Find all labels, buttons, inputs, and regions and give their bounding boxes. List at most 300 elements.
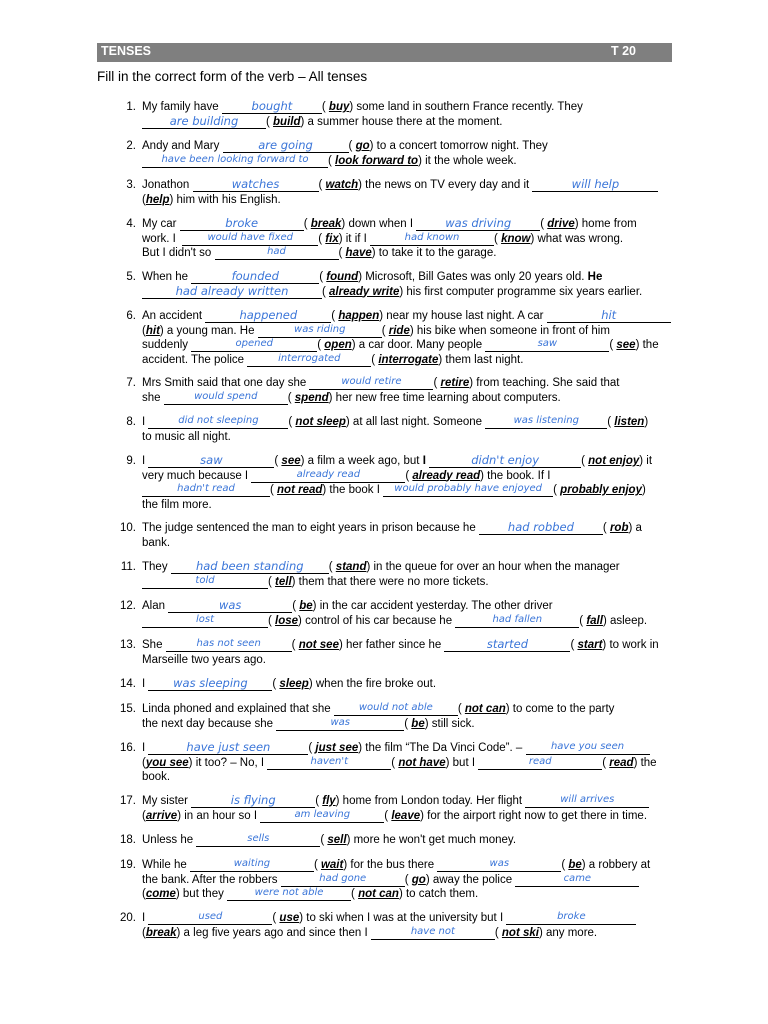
handwritten-answer: hit xyxy=(601,308,617,322)
answer-blank[interactable] xyxy=(260,809,384,823)
handwritten-answer: haven't xyxy=(310,755,349,767)
question-number: 16. xyxy=(120,742,136,754)
answer-blank[interactable] xyxy=(485,338,609,352)
question-text: ( xyxy=(268,614,272,627)
verb-prompt: break xyxy=(145,926,177,939)
question-text: ) it too? – No, I xyxy=(188,756,265,769)
question-number: 17. xyxy=(120,795,136,807)
question-text: ) any more. xyxy=(538,926,598,939)
answer-blank[interactable] xyxy=(247,353,371,367)
question-text: ( xyxy=(308,742,313,754)
verb-prompt: look forward to xyxy=(335,154,419,167)
question-text: ) to take it to the garage. xyxy=(371,247,497,259)
question-text: ( xyxy=(142,756,146,769)
question-text: ) to come to the party xyxy=(505,703,615,715)
question-text: ) Microsoft, Bill Gates was only 20 years old. xyxy=(358,271,585,283)
question-text: Andy and Mary xyxy=(142,140,220,152)
question-text: ) for the airport right now to get there in time. xyxy=(420,809,648,822)
question-text: ( xyxy=(405,469,410,482)
question-text: ( xyxy=(303,218,308,230)
question-text: ( xyxy=(272,678,277,690)
answer-blank[interactable] xyxy=(142,285,322,299)
question-text: My sister xyxy=(142,795,188,807)
question-text: ( xyxy=(266,115,270,128)
question-text: I xyxy=(142,678,146,690)
verb-prompt: interrogate xyxy=(378,353,439,366)
question-text: ) his bike when someone in front of him xyxy=(409,324,610,337)
question-text: ) asleep. xyxy=(602,614,648,627)
verb-prompt: just see xyxy=(315,742,359,754)
question-text: ) her new free time learning about computers. xyxy=(328,391,561,404)
question-text: ) at all last night. Someone xyxy=(345,416,483,428)
question-number: 14. xyxy=(120,678,136,690)
question-number: 6. xyxy=(126,310,136,322)
question-text: ( xyxy=(602,522,607,534)
question-text: ) his first computer programme six years earlier. xyxy=(399,285,643,298)
answer-blank[interactable] xyxy=(205,309,331,323)
handwritten-answer: was xyxy=(330,716,351,728)
question-text: An accident xyxy=(142,310,203,322)
answer-blank[interactable] xyxy=(164,391,288,405)
question-number: 7. xyxy=(126,377,136,389)
question-text: ( xyxy=(142,888,146,900)
question-number: 8. xyxy=(126,416,136,428)
question-text: I xyxy=(142,912,146,924)
question-text: ) the book I xyxy=(322,484,380,496)
handwritten-answer: would spend xyxy=(194,390,258,402)
verb-prompt: happen xyxy=(338,310,380,322)
handwritten-answer: was driving xyxy=(445,216,512,230)
header-bar xyxy=(97,43,672,62)
verb-prompt: not have xyxy=(398,756,446,769)
handwritten-answer: am leaving xyxy=(294,808,351,820)
answer-blank[interactable] xyxy=(171,560,329,574)
answer-blank[interactable] xyxy=(223,139,349,153)
answer-blank[interactable] xyxy=(485,415,607,429)
question-text: My car xyxy=(142,218,177,230)
question-text: ) from teaching. She said that xyxy=(469,377,620,389)
question-number: 18. xyxy=(120,834,136,846)
verb-prompt: fix xyxy=(325,232,339,245)
answer-blank[interactable] xyxy=(142,154,328,168)
verb-prompt: not can xyxy=(464,703,506,715)
question-text: ) a car door. Many people xyxy=(351,339,483,351)
handwritten-answer: was listening xyxy=(513,415,579,426)
question-text: ) the news on TV every day and it xyxy=(358,179,530,191)
handwritten-answer: were not able xyxy=(254,887,324,898)
verb-prompt: build xyxy=(273,115,301,128)
verb-prompt: see xyxy=(281,455,301,467)
handwritten-answer: has not seen xyxy=(196,638,261,649)
handwritten-answer: used xyxy=(198,911,223,922)
verb-prompt: you see xyxy=(145,756,189,769)
answer-blank[interactable] xyxy=(182,232,318,246)
handwritten-answer: already read xyxy=(296,468,361,480)
worksheet-title: TENSES xyxy=(101,44,152,58)
question-text: ) them last night. xyxy=(438,353,524,366)
answer-blank[interactable] xyxy=(148,911,272,925)
question-text: He xyxy=(587,271,603,283)
answer-blank[interactable] xyxy=(506,911,636,925)
answer-blank[interactable] xyxy=(334,702,458,716)
question-text: ( xyxy=(321,101,326,113)
verb-prompt: fly xyxy=(322,795,336,807)
handwritten-answer: had gone xyxy=(319,872,367,884)
verb-prompt: open xyxy=(324,339,352,351)
question-text: ( xyxy=(579,614,584,627)
question-text: work. I xyxy=(142,232,176,245)
question-text: ( xyxy=(404,717,409,730)
handwritten-answer: watches xyxy=(231,177,280,191)
question-text: ( xyxy=(322,285,326,298)
answer-blank[interactable] xyxy=(166,638,292,652)
verb-prompt: drive xyxy=(547,218,575,230)
question-number: 13. xyxy=(120,639,136,651)
question-text: ) the xyxy=(633,756,657,769)
answer-blank[interactable] xyxy=(258,324,382,338)
answer-blank[interactable] xyxy=(148,677,272,691)
handwritten-answer: had been standing xyxy=(195,559,304,573)
answer-blank[interactable] xyxy=(215,246,339,260)
question-text: ) in the queue for over an hour when the manager xyxy=(366,561,620,573)
handwritten-answer: would probably have enjoyed xyxy=(394,483,542,494)
question-text: ( xyxy=(142,324,146,337)
question-text: I xyxy=(142,455,146,467)
verb-prompt: already write xyxy=(329,285,400,298)
question-text: ( xyxy=(338,247,343,259)
question-text: ) when the fire broke out. xyxy=(308,678,437,690)
question-text: ) the film “The Da Vinci Code”. – xyxy=(358,742,523,754)
handwritten-answer: was xyxy=(218,598,242,612)
question-text: ( xyxy=(494,232,498,245)
question-text: the next day because she xyxy=(142,717,274,730)
answer-blank[interactable] xyxy=(515,873,639,887)
handwritten-answer: lost xyxy=(195,613,215,625)
answer-blank[interactable] xyxy=(429,454,581,468)
question-text: ( xyxy=(142,926,146,939)
question-text: ( xyxy=(607,416,612,428)
question-text: ( xyxy=(553,484,557,496)
answer-blank[interactable] xyxy=(547,309,671,323)
answer-blank[interactable] xyxy=(251,469,405,483)
question-text: ) home from xyxy=(574,218,637,230)
answer-blank[interactable] xyxy=(196,833,320,847)
handwritten-answer: would have fixed xyxy=(207,231,294,243)
verb-prompt: have xyxy=(345,247,372,259)
question-text: ( xyxy=(317,339,322,351)
question-text: Alan xyxy=(142,600,166,612)
verb-prompt: go xyxy=(355,140,370,152)
question-text: ) for the bus there xyxy=(343,859,435,871)
question-text: ( xyxy=(384,809,389,822)
question-text: ( xyxy=(142,809,146,822)
handwritten-answer: founded xyxy=(231,269,279,283)
answer-blank[interactable] xyxy=(370,232,494,246)
handwritten-answer: started xyxy=(486,637,529,651)
question-text: ) a young man. He xyxy=(159,324,255,337)
verb-prompt: break xyxy=(310,218,342,230)
handwritten-answer: are building xyxy=(169,113,239,128)
question-text: ) what was wrong. xyxy=(530,232,624,245)
question-number: 2. xyxy=(126,140,136,152)
question-text: ) him with his English. xyxy=(169,193,281,206)
question-text: ( xyxy=(315,795,320,807)
handwritten-answer: was sleeping xyxy=(173,676,248,690)
answer-blank[interactable] xyxy=(190,858,314,872)
verb-prompt: come xyxy=(145,888,176,900)
handwritten-answer: broke xyxy=(225,216,259,230)
handwritten-answer: would retire xyxy=(341,376,402,387)
question-text: ( xyxy=(328,154,332,167)
answer-blank[interactable] xyxy=(180,217,304,231)
answer-blank[interactable] xyxy=(383,483,553,497)
answer-blank[interactable] xyxy=(525,794,649,808)
handwritten-answer: interrogated xyxy=(278,352,341,364)
question-text: ( xyxy=(288,416,293,428)
question-text: ) to ski when I was at the university but I xyxy=(299,912,504,924)
question-text: ) to a concert tomorrow night. They xyxy=(369,140,548,152)
handwritten-answer: saw xyxy=(200,453,223,467)
verb-prompt: fall xyxy=(586,614,603,627)
question-number: 20. xyxy=(120,912,136,924)
verb-prompt: leave xyxy=(391,809,421,822)
verb-prompt: wait xyxy=(320,859,344,871)
question-text: ( xyxy=(540,218,545,230)
question-text: But I didn't so xyxy=(142,247,212,259)
question-text: ) home from London today. Her flight xyxy=(335,795,523,807)
answer-blank[interactable] xyxy=(142,115,266,129)
question-text: I xyxy=(142,742,146,754)
verb-prompt: retire xyxy=(440,377,470,389)
question-text: ) them that there were no more tickets. xyxy=(291,575,489,588)
question-text: ( xyxy=(268,575,272,588)
question-text: Unless he xyxy=(142,834,194,846)
question-text: ) in the car accident yesterday. The other driver xyxy=(312,600,553,612)
question-text: suddenly xyxy=(142,339,189,351)
handwritten-answer: was riding xyxy=(294,323,346,335)
question-text: They xyxy=(142,561,168,573)
answer-blank[interactable] xyxy=(142,614,268,628)
answer-blank[interactable] xyxy=(191,794,315,808)
question-text: ( xyxy=(351,888,355,900)
verb-prompt: see xyxy=(616,339,636,351)
answer-blank[interactable] xyxy=(148,741,308,755)
question-text: ) near my house last night. A car xyxy=(379,310,544,322)
question-text: ( xyxy=(494,926,499,939)
answer-blank[interactable] xyxy=(532,178,658,192)
answer-blank[interactable] xyxy=(416,217,540,231)
verb-prompt: tell xyxy=(275,575,292,588)
handwritten-answer: didn't enjoy xyxy=(471,453,540,467)
question-number: 11. xyxy=(120,561,136,573)
answer-blank[interactable] xyxy=(267,756,391,770)
verb-prompt: ride xyxy=(388,324,410,337)
answer-blank[interactable] xyxy=(191,338,317,352)
answer-blank[interactable] xyxy=(276,717,404,731)
question-text: Mrs Smith said that one day she xyxy=(142,377,307,389)
verb-prompt: sell xyxy=(327,834,347,846)
question-text: ( xyxy=(291,639,296,651)
verb-prompt: sleep xyxy=(279,678,309,690)
question-text: ( xyxy=(381,324,386,337)
verb-prompt: lose xyxy=(275,614,299,627)
handwritten-answer: came xyxy=(563,872,592,884)
answer-blank[interactable] xyxy=(455,614,579,628)
answer-blank[interactable] xyxy=(222,100,322,114)
answer-blank[interactable] xyxy=(309,376,433,390)
question-number: 5. xyxy=(126,271,136,283)
answer-blank[interactable] xyxy=(526,741,650,755)
question-text: ( xyxy=(331,310,336,322)
question-text: ( xyxy=(561,859,566,871)
question-text: ) a summer house there at the moment. xyxy=(300,115,503,128)
question-text: the bank. After the robbers xyxy=(142,873,278,886)
handwritten-answer: had robbed xyxy=(507,520,574,534)
verb-prompt: not read xyxy=(277,484,323,496)
verb-prompt: watch xyxy=(325,179,359,191)
verb-prompt: know xyxy=(501,232,531,245)
question-text: ) xyxy=(641,484,646,496)
question-text: ( xyxy=(328,561,333,573)
handwritten-answer: did not sleeping xyxy=(178,415,259,426)
verb-prompt: be xyxy=(411,717,425,730)
question-text: ) to catch them. xyxy=(398,888,479,900)
handwritten-answer: will help xyxy=(571,177,620,191)
handwritten-answer: told xyxy=(195,574,215,586)
question-text: ) xyxy=(644,416,649,428)
handwritten-answer: had known xyxy=(404,231,460,243)
question-text: ) a xyxy=(628,522,642,534)
answer-blank[interactable] xyxy=(142,575,268,589)
question-text: ( xyxy=(404,873,409,886)
question-text: ( xyxy=(270,484,274,496)
question-text: ) to work in xyxy=(602,639,659,651)
question-text: ( xyxy=(272,912,277,924)
question-text: ) a robbery at xyxy=(581,859,651,871)
question-text: ( xyxy=(348,140,353,152)
handwritten-answer: hadn't read xyxy=(177,483,235,494)
question-text: ) a leg five years ago and since then I xyxy=(176,926,368,939)
question-text: ) but they xyxy=(175,888,224,900)
question-number: 12. xyxy=(120,600,136,612)
question-number: 9. xyxy=(126,455,136,467)
question-number: 15. xyxy=(120,703,136,715)
question-text: ) her father since he xyxy=(338,639,442,651)
question-text: ) away the police xyxy=(425,873,513,886)
handwritten-answer: bought xyxy=(251,99,293,113)
instructions: Fill in the correct form of the verb – All tenses xyxy=(97,69,368,84)
question-text: ) but I xyxy=(445,756,476,769)
verb-prompt: stand xyxy=(335,561,367,573)
verb-prompt: rob xyxy=(609,522,629,534)
verb-prompt: not see xyxy=(298,639,339,651)
answer-blank[interactable] xyxy=(478,756,602,770)
question-text: ) the book. If I xyxy=(480,469,551,482)
question-text: the film more. xyxy=(142,498,212,511)
question-text: Linda phoned and explained that she xyxy=(142,703,331,715)
handwritten-answer: saw xyxy=(537,338,558,349)
handwritten-answer: happened xyxy=(239,308,298,322)
handwritten-answer: will arrives xyxy=(560,794,615,805)
verb-prompt: help xyxy=(145,193,170,206)
answer-blank[interactable] xyxy=(142,483,270,497)
question-text: When he xyxy=(142,271,189,283)
question-text: She xyxy=(142,639,163,651)
answer-blank[interactable] xyxy=(281,873,405,887)
question-text: While he xyxy=(142,859,187,871)
question-text: ) it the whole week. xyxy=(418,154,517,167)
question-text: ( xyxy=(320,834,325,846)
verb-prompt: arrive xyxy=(145,809,178,822)
verb-prompt: be xyxy=(568,859,582,871)
handwritten-answer: had fallen xyxy=(492,613,543,625)
question-text: ) control of his car because he xyxy=(298,614,453,627)
question-text: bank. xyxy=(142,536,171,549)
answer-blank[interactable] xyxy=(193,178,319,192)
handwritten-answer: sells xyxy=(247,833,270,844)
answer-blank[interactable] xyxy=(437,858,561,872)
verb-prompt: not sleep xyxy=(295,416,346,428)
question-text: ( xyxy=(391,756,396,769)
verb-prompt: not can xyxy=(358,888,399,900)
question-text: very much because I xyxy=(142,469,249,482)
answer-blank[interactable] xyxy=(479,521,603,535)
verb-prompt: read xyxy=(609,756,634,769)
answer-blank[interactable] xyxy=(148,415,288,429)
question-text: ) the xyxy=(635,339,659,351)
question-text: ) some land in southern France recently. They xyxy=(349,101,583,113)
question-text: ( xyxy=(287,391,292,404)
question-number: 10. xyxy=(120,522,136,534)
question-number: 19. xyxy=(120,859,136,871)
answer-blank[interactable] xyxy=(191,270,319,284)
verb-prompt: start xyxy=(577,639,603,651)
handwritten-answer: are going xyxy=(258,138,313,152)
answer-blank[interactable] xyxy=(168,599,292,613)
verb-prompt: already read xyxy=(412,469,481,482)
verb-prompt: listen xyxy=(614,416,645,428)
handwritten-answer: have been looking forward to xyxy=(161,153,309,165)
question-text: ( xyxy=(457,703,462,715)
verb-prompt: probably enjoy xyxy=(560,484,642,496)
question-text: Jonathon xyxy=(142,179,190,191)
answer-blank[interactable] xyxy=(227,887,351,901)
question-text: Marseille two years ago. xyxy=(142,653,266,666)
question-text: ) it xyxy=(639,455,653,467)
handwritten-answer: is flying xyxy=(230,793,276,807)
verb-prompt: not enjoy xyxy=(588,455,640,467)
answer-blank[interactable] xyxy=(148,454,274,468)
question-text: ( xyxy=(142,193,146,206)
verb-prompt: buy xyxy=(328,101,350,113)
handwritten-answer: opened xyxy=(235,338,273,349)
handwritten-answer: had already written xyxy=(175,283,289,298)
verb-prompt: go xyxy=(411,873,426,886)
question-text: My family have xyxy=(142,101,219,113)
question-text: book. xyxy=(142,771,171,783)
question-text: ) down when I xyxy=(341,218,414,230)
question-text: ( xyxy=(292,600,297,612)
question-text: ( xyxy=(313,859,318,871)
verb-prompt: not ski xyxy=(501,926,539,939)
question-text: ( xyxy=(318,179,323,191)
answer-blank[interactable] xyxy=(444,638,570,652)
question-number: 4. xyxy=(126,218,136,230)
answer-blank[interactable] xyxy=(371,926,495,940)
handwritten-answer: had xyxy=(267,246,286,257)
question-text: to music all night. xyxy=(142,430,231,443)
verb-prompt: be xyxy=(299,600,313,612)
